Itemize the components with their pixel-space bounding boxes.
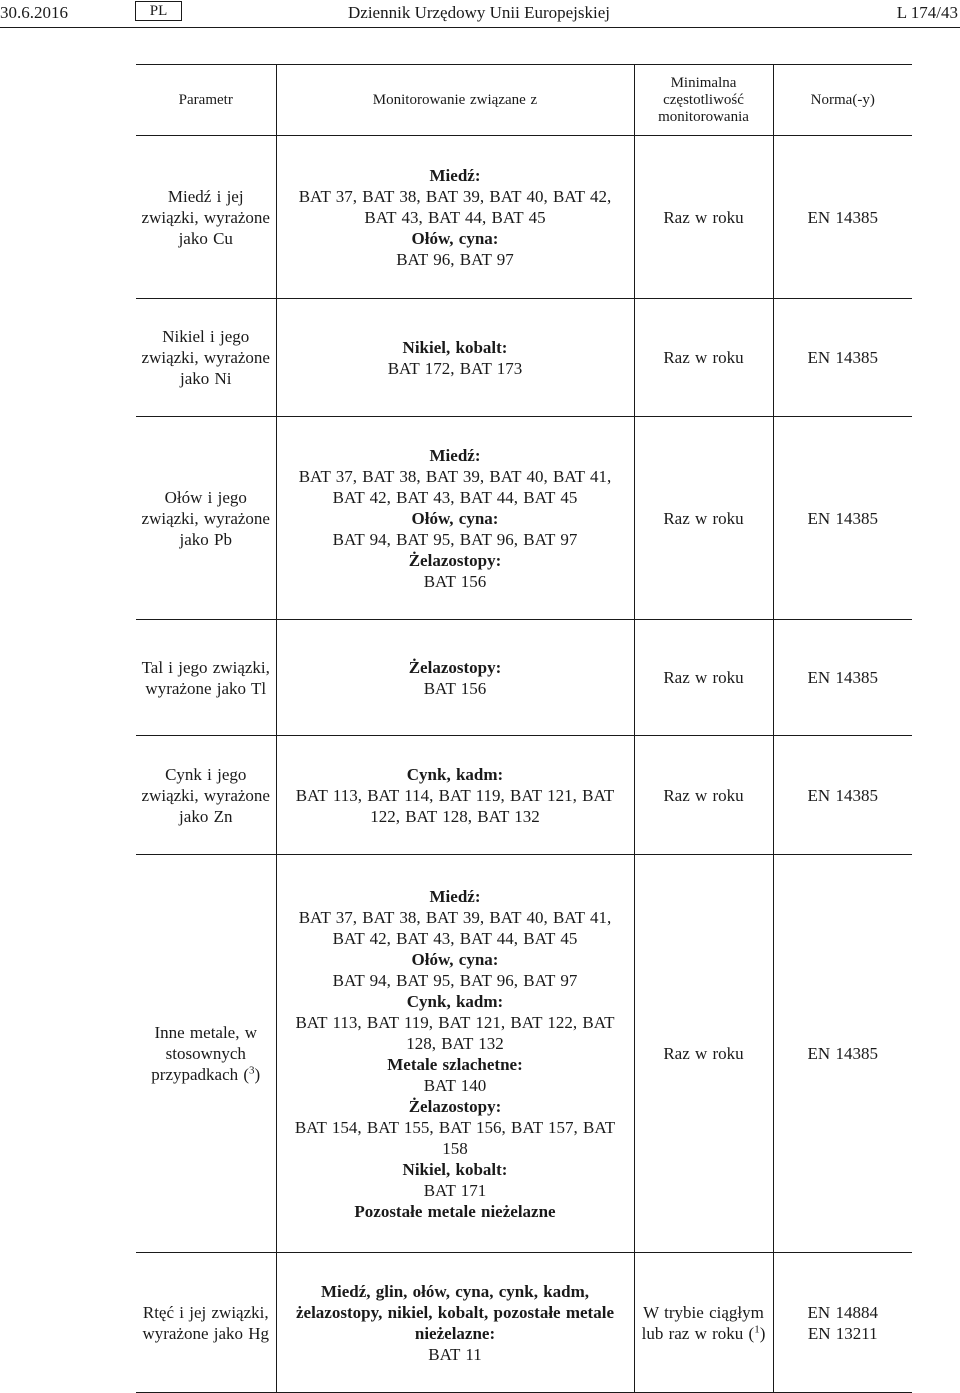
- standard-text: EN 13211: [807, 1323, 878, 1343]
- language-badge: PL: [135, 1, 182, 21]
- group-label: Metale szlachetne:: [387, 1054, 523, 1074]
- group-label: Cynk, kadm:: [406, 764, 504, 784]
- group-label: Miedź, glin, ołów, cyna, cynk, kadm, żelazostopy, nikiel, kobalt, pozostałe metale nieżelazne:: [295, 1281, 614, 1343]
- parameter-cell: Inne metale, w stosownych przypadkach ($^3$): [136, 855, 276, 1253]
- parameter-cell: [136, 1253, 276, 1393]
- group-value: BAT 96, BAT 97: [396, 249, 514, 269]
- frequency-cell: Raz w roku: [634, 299, 773, 417]
- group-label: Miedź:: [429, 886, 481, 906]
- column-header-monitorowanie: Monitorowanie związane z: [276, 65, 634, 136]
- parameter-cell: [136, 136, 276, 299]
- table-row: [136, 855, 912, 1253]
- table-row: [136, 136, 912, 299]
- table-row: [136, 417, 912, 620]
- group-label: Miedź:: [429, 445, 481, 465]
- monitoring-cell: [276, 299, 634, 417]
- standard-text: EN 14884: [807, 1302, 878, 1322]
- frequency-cell: Raz w roku: [634, 417, 773, 620]
- table-row: [136, 1253, 912, 1393]
- parameter-text: Inne metale, w stosownych przypadkach: [151, 1023, 258, 1084]
- group-value: BAT 154, BAT 155, BAT 156, BAT 157, BAT 158: [294, 1117, 616, 1158]
- parameter-cell: [136, 299, 276, 417]
- column-header-czestotliwosc: Minimalna częstotliwość monitorowania: [634, 65, 773, 136]
- parameter-text: Ołów i jego związki, wyrażone jako Pb: [141, 487, 270, 549]
- column-header-normy: Norma(-y): [773, 65, 912, 136]
- monitoring-cell: [276, 136, 634, 299]
- group-value: BAT 94, BAT 95, BAT 96, BAT 97: [332, 970, 578, 990]
- column-header-parametr: Parametr: [136, 65, 276, 136]
- standard-cell: EN 14385: [773, 620, 912, 736]
- frequency-cell: Raz w roku: [634, 620, 773, 736]
- group-label: Ołów, cyna:: [411, 508, 499, 528]
- page-reference: L 174/43: [896, 3, 958, 22]
- monitoring-cell: [276, 417, 634, 620]
- frequency-cell: Raz w roku: [634, 736, 773, 855]
- group-value: BAT 94, BAT 95, BAT 96, BAT 97: [332, 529, 578, 549]
- frequency-text: W trybie ciągłym lub raz w roku: [641, 1302, 764, 1343]
- table-row: [136, 299, 912, 417]
- standard-cell: [773, 1253, 912, 1393]
- group-value: BAT 37, BAT 38, BAT 39, BAT 40, BAT 42, BAT 43, BAT 44, BAT 45: [298, 186, 612, 227]
- group-label: Cynk, kadm:: [406, 991, 504, 1011]
- footnote-ref: 3: [249, 1064, 255, 1077]
- group-label: Miedź:: [429, 165, 481, 185]
- journal-title: Dziennik Urzędowy Unii Europejskiej: [348, 3, 611, 22]
- group-value: BAT 171: [423, 1180, 487, 1200]
- group-value: BAT 113, BAT 119, BAT 121, BAT 122, BAT 128, BAT 132: [295, 1012, 615, 1053]
- group-value: BAT 156: [423, 678, 487, 698]
- monitoring-cell: [276, 620, 634, 736]
- monitoring-table: [136, 64, 912, 1393]
- standard-cell: EN 14385: [773, 855, 912, 1253]
- group-label: Pozostałe metale nieżelazne: [354, 1201, 556, 1221]
- group-label: Nikiel, kobalt:: [402, 1159, 508, 1179]
- group-value: BAT 11: [428, 1344, 482, 1364]
- frequency-cell: W trybie ciągłym lub raz w roku ($^1$): [634, 1253, 773, 1393]
- group-label: Ołów, cyna:: [411, 228, 499, 248]
- group-label: Żelazostopy:: [408, 550, 502, 570]
- table-row: [136, 620, 912, 736]
- monitoring-cell: [276, 736, 634, 855]
- group-label: Żelazostopy:: [408, 1096, 502, 1116]
- parameter-text: Nikiel i jego związki, wyrażone jako Ni: [141, 327, 270, 388]
- parameter-cell: [136, 417, 276, 620]
- group-value: BAT 140: [423, 1075, 487, 1095]
- group-value: BAT 37, BAT 38, BAT 39, BAT 40, BAT 41, BAT 42, BAT 43, BAT 44, BAT 45: [298, 907, 612, 948]
- parameter-text: Cynk i jego związki, wyrażone jako Zn: [141, 764, 270, 826]
- group-value: BAT 172, BAT 173: [387, 358, 523, 378]
- table-row: [136, 736, 912, 855]
- monitoring-cell: [276, 855, 634, 1253]
- parameter-cell: [136, 736, 276, 855]
- group-value: BAT 37, BAT 38, BAT 39, BAT 40, BAT 41, BAT 42, BAT 43, BAT 44, BAT 45: [298, 466, 612, 507]
- group-value: BAT 156: [423, 571, 487, 591]
- parameter-cell: [136, 620, 276, 736]
- frequency-cell: Raz w roku: [634, 136, 773, 299]
- footnote-ref: 1: [754, 1322, 760, 1335]
- publication-date: 30.6.2016: [0, 3, 68, 22]
- parameter-text: Rtęć i jej związki, wyrażone jako Hg: [142, 1302, 270, 1343]
- page-header: [0, 0, 960, 30]
- parameter-text: Miedź i jej związki, wyrażone jako Cu: [141, 186, 270, 248]
- standard-cell: EN 14385: [773, 417, 912, 620]
- frequency-cell: Raz w roku: [634, 855, 773, 1253]
- table-header-row: [136, 65, 912, 136]
- group-value: BAT 113, BAT 114, BAT 119, BAT 121, BAT 122, BAT 128, BAT 132: [295, 785, 615, 826]
- group-label: Nikiel, kobalt:: [402, 337, 508, 357]
- standard-cell: EN 14385: [773, 736, 912, 855]
- standard-cell: EN 14385: [773, 299, 912, 417]
- group-label: Żelazostopy:: [408, 657, 502, 677]
- monitoring-cell: [276, 1253, 634, 1393]
- header-rule: [0, 27, 960, 28]
- parameter-text: Tal i jego związki, wyrażone jako Tl: [141, 657, 270, 698]
- group-label: Ołów, cyna:: [411, 949, 499, 969]
- standard-cell: EN 14385: [773, 136, 912, 299]
